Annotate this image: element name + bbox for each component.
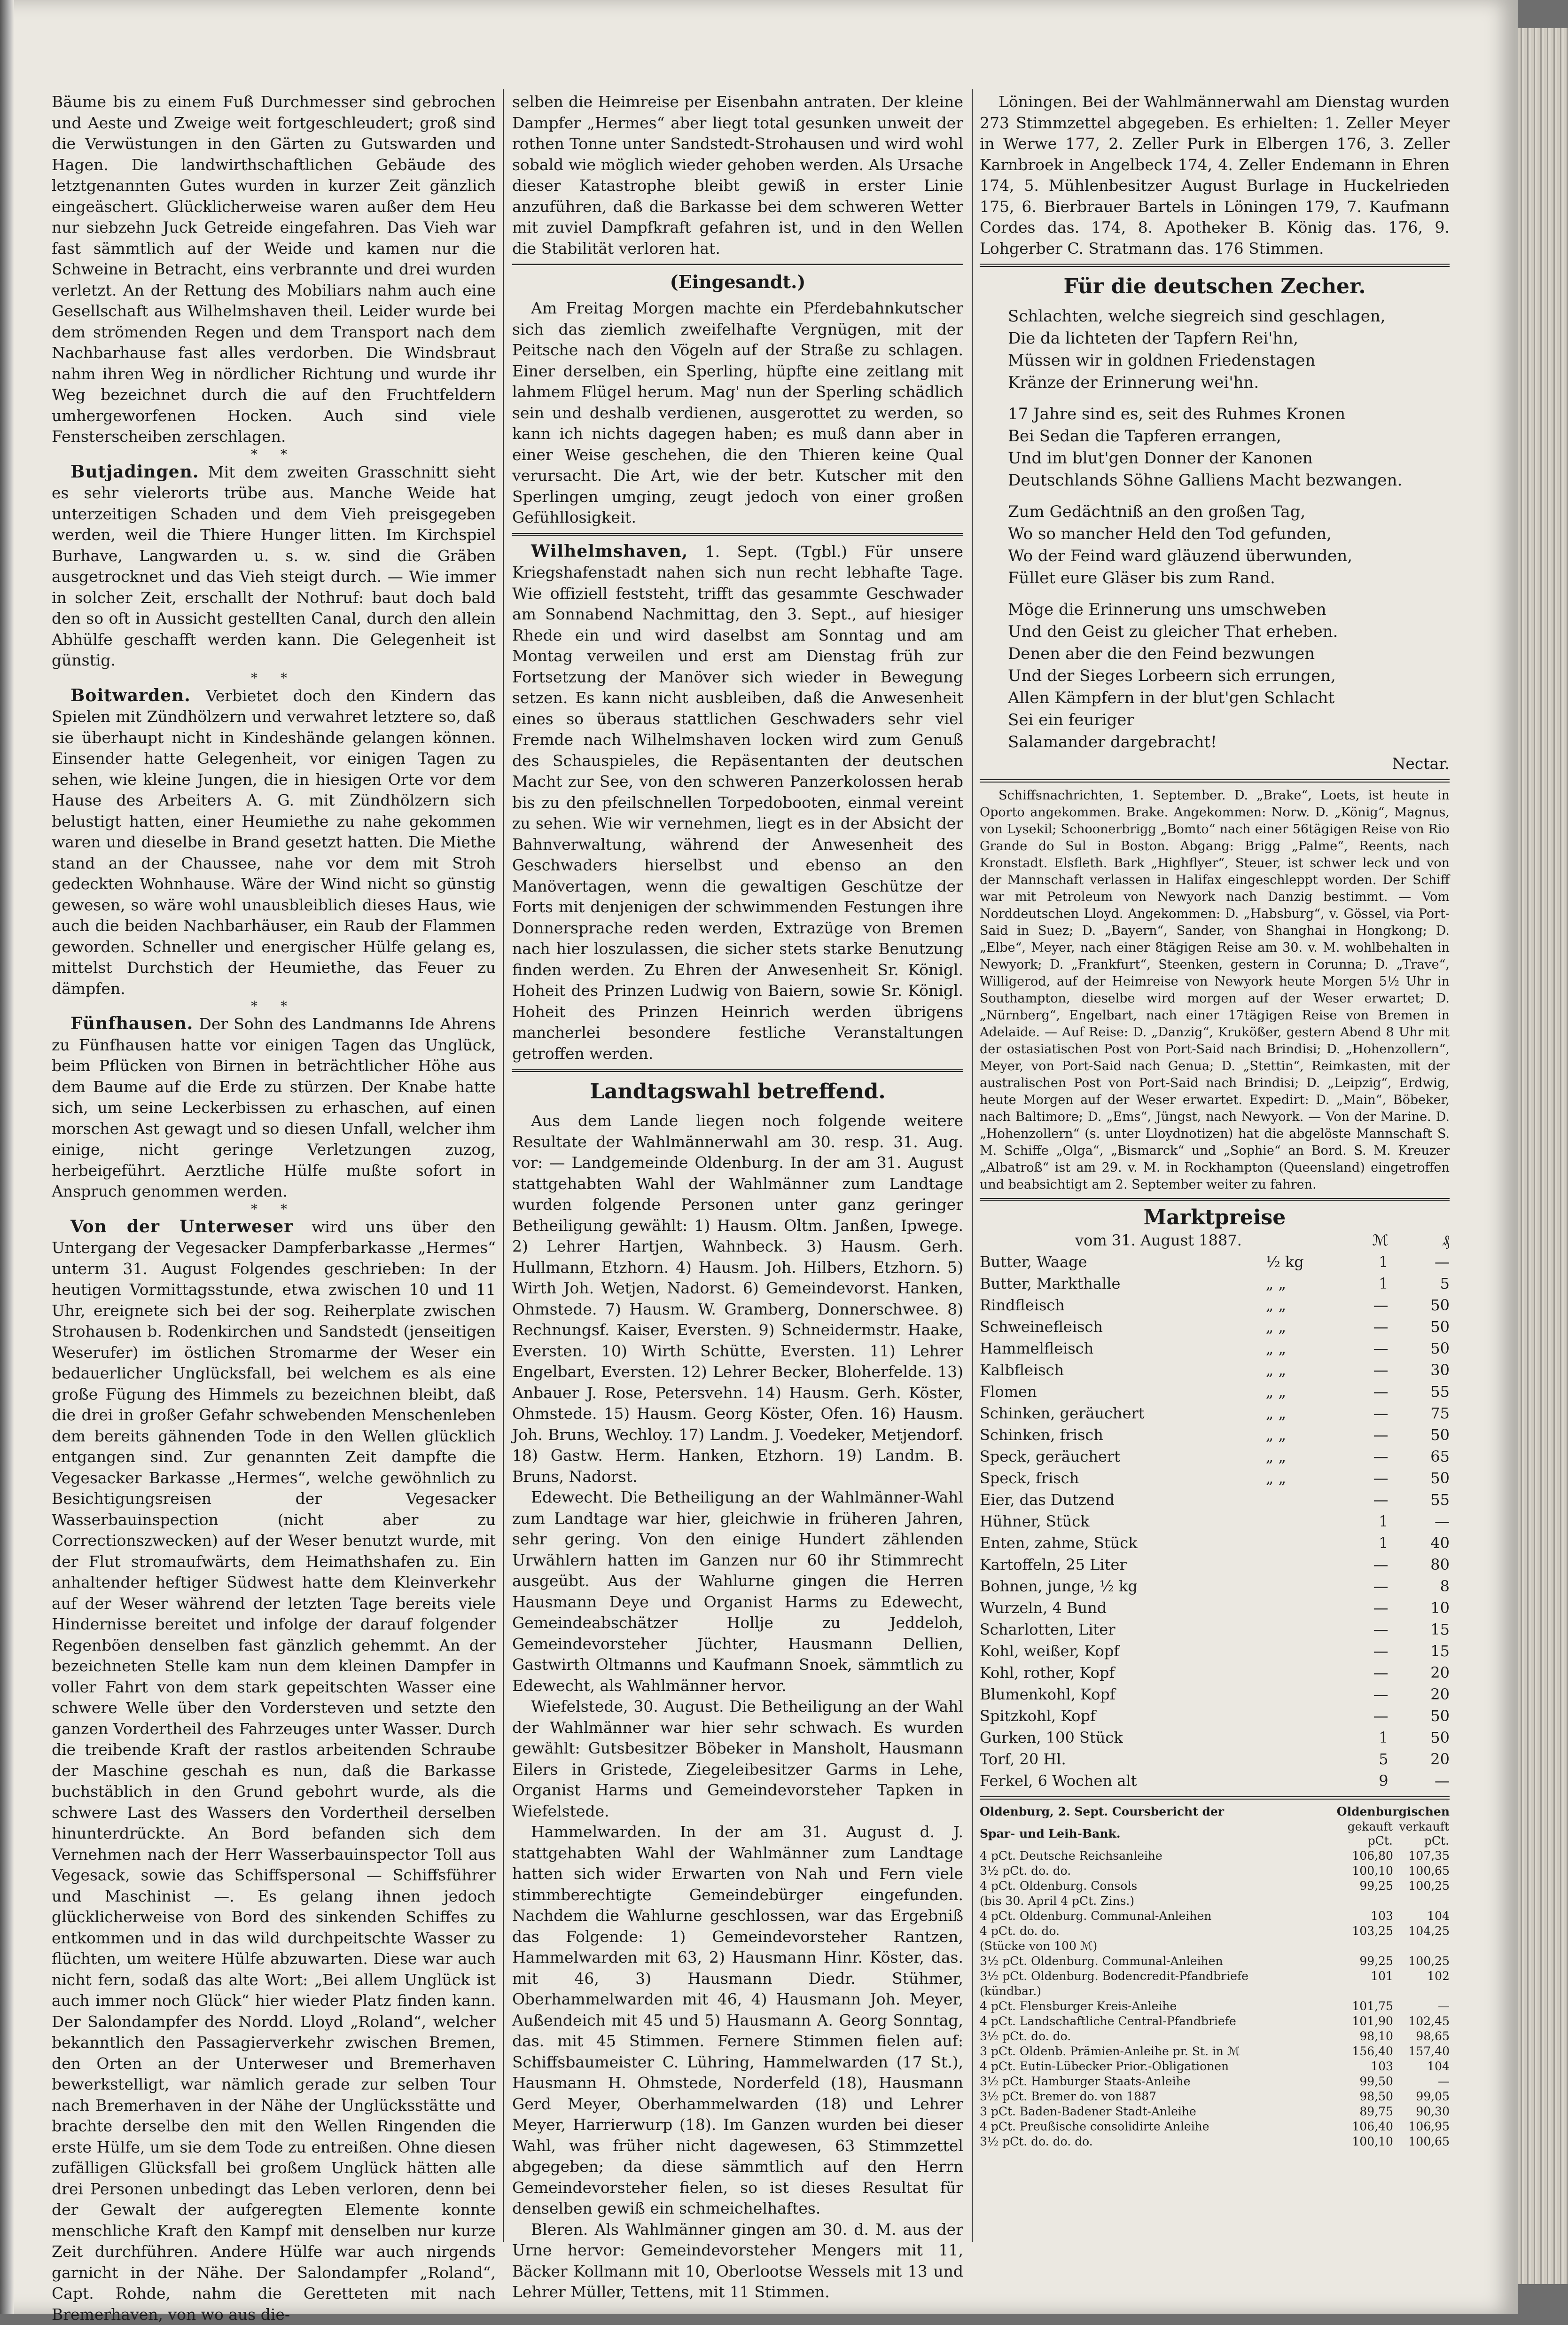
market-p: 50 [1389, 1338, 1450, 1359]
course-a [1337, 1939, 1393, 1954]
market-item: Speck, geräuchert [980, 1446, 1266, 1467]
column-header-pfennig: ₰ [1389, 1229, 1450, 1251]
market-m: — [1337, 1705, 1389, 1727]
market-item: Hühner, Stück [980, 1511, 1266, 1532]
course-row [980, 2059, 1450, 2074]
market-p: 50 [1389, 1467, 1450, 1489]
course-row [980, 1999, 1450, 2014]
poem-line: Und der Sieges Lorbeern sich errungen, [1008, 665, 1450, 687]
course-a: 98,50 [1337, 2089, 1393, 2104]
market-item: Eier, das Dutzend [980, 1489, 1266, 1511]
article-text: Hammelwarden. In der am 31. August d. J. stattgehabten Wahl der Wahlmänner zum Landtage hatten sich wider Erwarten von Nah und Fern viele stimmberechtigte Gemeindebürger eingefunden. Nachdem die Wahlurne geschlossen, war das Ergebniß das Folgende: 1) Gemeindevorsteher Rantzen, Hammelwarden mit 63, 2) Hausmann Hinr. Köster, das. mit 46, 3) Hausmann Diedr. Stühmer, Oberhammelwarden mit 46, 4) Hausmann Joh. Meyer, Außendeich mit 45 und 5) Hausmann A. Georg Sonntag, das. mit 45 Stimmen. Fernere Stimmen fielen auf: Schiffsbaumeister C. Lühring, Hammelwarden (17 St.), Hausmann H. Ohmstede, Norderfeld (18), Hausmann Gerd Meyer, Oberhammelwarden (18) und Lehrer Meyer, Harrierwurp (18). Im Ganzen wurden bei dieser Wahl, was früher nicht dagewesen, 63 Stimmzettel abgegeben; da diese sämmtlich auf den Herrn Gemeindevorsteher fielen, so ist dieses Resultat für denselben gewiß ein schmeichelhaftes. [512, 1822, 963, 2219]
article-text: Edewecht. Die Betheiligung an der Wahlmänner-Wahl zum Landtage war hier, gleichwie in früheren Jahren, sehr gering. Von den einige Hundert zählenden Urwählern hatten im Ganzen nur 60 ihr Stimmrecht ausgeübt. Aus der Wahlurne gingen die Herren Hausmann Deye und Organist Harms zu Edewecht, Gemeindeabschätzer Hollje zu Jeddeloh, Gemeindevorsteher Jüchter, Hausmann Dellien, Gastwirth Oltmanns und Kaufmann Snoek, sämmtlich zu Edewecht, als Wahlmänner hervor. [512, 1487, 963, 1696]
market-p: 50 [1389, 1424, 1450, 1446]
course-row [980, 2029, 1450, 2044]
market-item: Torf, 20 Hl. [980, 1748, 1266, 1770]
course-name: 3 pCt. Baden-Badener Stadt-Anleihe [980, 2104, 1337, 2119]
market-row [980, 1446, 1450, 1467]
market-unit: „ „ [1266, 1402, 1337, 1424]
market-p: 15 [1389, 1640, 1450, 1662]
course-b: 99,05 [1393, 2089, 1450, 2104]
column-left [52, 92, 496, 2235]
course-name: 3½ pCt. Oldenburg. Bodencredit-Pfandbriefe [980, 1969, 1337, 1984]
market-p: 75 [1389, 1402, 1450, 1424]
section-separator: * * [52, 671, 496, 685]
poem-stanza-break [1008, 589, 1450, 599]
market-p: 20 [1389, 1662, 1450, 1683]
market-row [980, 1359, 1450, 1381]
divider [980, 1796, 1450, 1800]
market-row [980, 1294, 1450, 1316]
course-b: 104 [1393, 2059, 1450, 2074]
market-item: Kartoffeln, 25 Liter [980, 1554, 1266, 1575]
marktpreise-heading: Marktpreise [980, 1206, 1450, 1229]
column-header-bought: gekauft pCt. [1337, 1819, 1393, 1848]
article-text: Löningen. Bei der Wahlmännerwahl am Dienstag wurden 273 Stimmzettel abgegeben. Es erhielten: 1. Zeller Meyer in Werwe 177, 2. Zeller Purk in Elbergen 176, 3. Zeller Karnbroek in Angelbeck 174, 4. Zeller Endemann in Ehren 174, 5. Mühlenbesitzer August Burlage in Huckelrieden 175, 6. Bierbrauer Bartels in Löningen 179, 7. Kaufmann Cordes das. 174, 8. Apotheker B. König das. 176, 9. Lohgerber C. Stratmann das. 176 Stimmen. [980, 92, 1450, 259]
market-row [980, 1619, 1450, 1640]
article-text: Verbietet doch den Kindern das Spielen mit Zündhölzern und verwahret letztere so, daß sie überhaupt nicht in Kindeshände gelangen können. Einsender hatte Gelegenheit, vor einigen Tagen zu sehen, wie kleine Jungen, die in hiesigen Orte vor dem Hause des Arbeiters A. G. mit Zündhölzern sich belustigt hatten, einer Heumiethe zu nahe gekommen waren und dieselbe in Brand gesetzt hatten. Die Miethe stand an der Chaussee, nahe vor dem mit Stroh gedeckten Wohnhause. Wäre der Wind nicht so günstig gewesen, so wäre wohl unausbleiblich dieses Haus, wie auch die beiden Nachbarhäuser, ein Raub der Flammen geworden. Schneller und energischer Hülfe gelang es, mittelst Durchstich der Heumiethe, das Feuer zu dämpfen. [52, 687, 496, 998]
course-b: 90,30 [1393, 2104, 1450, 2119]
market-m: — [1337, 1554, 1389, 1575]
article-keyword: Wilhelmshaven, [531, 541, 688, 561]
market-p: — [1389, 1511, 1450, 1532]
course-b [1393, 1894, 1450, 1909]
market-item: Kalbfleisch [980, 1359, 1266, 1381]
market-unit [1266, 1770, 1337, 1792]
course-a: 99,25 [1337, 1879, 1393, 1894]
article-text: Wiefelstede, 30. August. Die Betheiligung an der Wahl der Wahlmänner war hier sehr schwach. Es wurden gewählt: Gutsbesitzer Böbeker in Mansholt, Hausmann Eilers in Gristede, Ziegeleibesitzer Garms in Lehe, Organist Harms und Gemeindevorsteher Tapken in Wiefelstede. [512, 1696, 963, 1822]
market-p: 5 [1389, 1273, 1450, 1294]
course-name: 3½ pCt. Hamburger Staats-Anleihe [980, 2074, 1337, 2089]
market-m: — [1337, 1597, 1389, 1619]
course-a: 106,80 [1337, 1848, 1393, 1863]
course-b: — [1393, 2074, 1450, 2089]
market-p: 55 [1389, 1489, 1450, 1511]
poem-line: 17 Jahre sind es, seit des Ruhmes Kronen [1008, 403, 1450, 425]
market-unit: „ „ [1266, 1381, 1337, 1402]
market-item: Scharlotten, Liter [980, 1619, 1266, 1640]
course-row [980, 1909, 1450, 1924]
course-a: 99,50 [1337, 2074, 1393, 2089]
course-row [980, 2104, 1450, 2119]
course-report-table [980, 1804, 1450, 2149]
market-item: Wurzeln, 4 Bund [980, 1597, 1266, 1619]
market-item: Ferkel, 6 Wochen alt [980, 1770, 1266, 1792]
course-a: 100,10 [1337, 2134, 1393, 2149]
market-row [980, 1575, 1450, 1597]
course-b: 100,65 [1393, 1863, 1450, 1879]
course-a [1337, 1894, 1393, 1909]
market-unit [1266, 1511, 1337, 1532]
market-m: — [1337, 1294, 1389, 1316]
course-row [980, 1848, 1450, 1863]
market-row [980, 1748, 1450, 1770]
divider [512, 533, 963, 536]
schiffsnachrichten: Schiffsnachrichten, 1. September. D. „Brake“, Loets, ist heute in Oporto angekommen. Brake. Angekommen: Norw. D. „König“, Magnus, von Lysekil; Schoonerbrigg „Bomto“ nach einer 56tägigen Reise von Rio Grande do Sul in Boston. Abgang: Brigg „Palme“, Reents, nach Kronstadt. Elsfleth. Bark „Highflyer“, Steuer, ist schwer leck und von der Mannschaft verlassen in Halifax eingeschleppt worden. Der Schiff war mit Petroleum von Newyork nach Danzig bestimmt. — Vom Norddeutschen Lloyd. Angekommen: D. „Habsburg“, v. Gössel, via Port-Said in Suez; D. „Bayern“, Sander, von Shanghai in Hongkong; D. „Elbe“, Meyer, nach einer 8tägigen Reise am 30. v. M. wohlbehalten in Newyork; D. „Frankfurt“, Steenken, gestern in Corunna; D. „Trave“, Willigerod, auf der Heimreise von Newyork heute Morgen 5½ Uhr in Southampton, dieselbe wird morgen auf der Weser erwartet; D. „Nürnberg“, Engelbart, nach einer 17tägigen Reise von Bremen in Adelaide. — Auf Reise: D. „Danzig“, Krukößer, gestern Abend 8 Uhr mit der ostasiatischen Post von Port-Said nach Brindisi; D. „Hohenzollern“, Meyer, von Port-Said nach Genua; D. „Stettin“, Reimkasten, mit der australischen Post von Port-Said nach Brindisi; D. „Leipzig“, Erdwig, heute Morgen auf der Weser erwartet. Expedirt: D. „Main“, Böbeker, nach Baltimore; D. „Ems“, Jüngst, nach Newyork. — Von der Marine. D. „Hohenzollern“ (s. unter Lloydnotizen) hat die abgelöste Mannschaft S. M. Schiffe „Olga“, „Bismarck“ und „Sophie“ an Bord. S. M. Kreuzer „Albatroß“ ist am 29. v. M. in Rockhampton (Queensland) eingetroffen und beabsichtigt am 2. September weiter zu fahren. [980, 787, 1450, 1193]
market-row [980, 1770, 1450, 1792]
article-text: Am Freitag Morgen machte ein Pferdebahnkutscher sich das ziemlich zweifelhafte Vergnügen, mit der Peitsche nach den Vögeln auf der Straße zu schlagen. Einer derselben, ein Sperling, hüpfte eine zeitlang mit lahmem Flügel herum. Mag' nun der Sperling schädlich sein und deshalb verdienen, ausgerottet zu werden, so kann ich nichts dagegen haben; es muß dann aber in einer Weise geschehen, die den Thieren keine Qual verursacht. Die Art, wie der betr. Kutscher mit den Sperlingen umging, zeugt jedoch von einer großen Gefühllosigkeit. [512, 298, 963, 528]
market-unit: „ „ [1266, 1359, 1337, 1381]
article-boitwarden [52, 685, 496, 1000]
poem-stanza-break [1008, 492, 1450, 501]
market-row [980, 1705, 1450, 1727]
poem-line: Füllet eure Gläser bis zum Rand. [1008, 567, 1450, 589]
column-middle [512, 92, 963, 2235]
poem-stanza-break [1008, 394, 1450, 403]
market-p: 15 [1389, 1619, 1450, 1640]
market-unit [1266, 1532, 1337, 1554]
market-m: — [1337, 1619, 1389, 1640]
market-item: Enten, zahme, Stück [980, 1532, 1266, 1554]
course-a: 103 [1337, 1909, 1393, 1924]
article-text: Bäume bis zu einem Fuß Durchmesser sind gebrochen und Aeste und Zweige weit fortgeschleudert; groß sind die Verwüstungen in den Gärten zu Gutswarden und Hagen. Die landwirthschaftlichen Gebäude des letztgenannten Gutes wurden in kurzer Zeit gänzlich eingeäschert. Glücklicherweise waren außer dem Heu nur siebzehn Juck Getreide eingefahren. Das Vieh war fast sämmtlich auf der Weide und kamen nur die Schweine in Betracht, eins verbrannte und drei wurden verletzt. An der Rettung des Mobiliars nahm auch eine Gesellschaft aus Wilhelmshaven theil. Leider wurde bei dem strömenden Regen und dem Transport nach dem Nachbarhause fast alles verdorben. Die Windsbraut nahm ihren Weg in nördlicher Richtung und wurde ihr Weg bezeichnet durch die auf den Fruchtfeldern umhergeworfenen Hocken. Auch sind viele Fensterscheiben zerschlagen. [52, 92, 496, 447]
course-b [1393, 1939, 1450, 1954]
market-row [980, 1597, 1450, 1619]
market-row [980, 1251, 1450, 1273]
market-unit [1266, 1575, 1337, 1597]
course-row [980, 1894, 1450, 1909]
market-m: — [1337, 1446, 1389, 1467]
course-name: 4 pCt. do. do. [980, 1924, 1337, 1939]
course-b: 100,25 [1393, 1879, 1450, 1894]
article-text: Mit dem zweiten Grasschnitt sieht es sehr vielerorts trübe aus. Manche Weide hat unterzeitigen Schaden und dem Vieh preisgegeben werden, weil die Thiere Hunger litten. Im Kirchspiel Burhave, Langwarden u. s. w. sind die Gräben ausgetrocknet und das Vieh steigt durch. — Wie immer in solcher Zeit, erschallt der Nothruf: baut doch bald den so oft in Aussicht gestellten Canal, durch den allein Abhülfe geschafft werden kann. Die Gelegenheit ist günstig. [52, 463, 496, 670]
course-b: 102 [1393, 1969, 1450, 1984]
market-m: 1 [1337, 1273, 1389, 1294]
course-report-title: Coursbericht der [1112, 1805, 1224, 1818]
market-item: Butter, Markthalle [980, 1273, 1266, 1294]
market-row [980, 1338, 1450, 1359]
market-p: — [1389, 1770, 1450, 1792]
course-row [980, 1879, 1450, 1894]
divider [512, 1069, 963, 1072]
market-m: — [1337, 1402, 1389, 1424]
course-name: 3½ pCt. do. do. [980, 2029, 1337, 2044]
course-name: 4 pCt. Deutsche Reichsanleihe [980, 1848, 1337, 1863]
course-a: 156,40 [1337, 2044, 1393, 2059]
market-p: 55 [1389, 1381, 1450, 1402]
course-report-place-date: Oldenburg, 2. Sept. [980, 1805, 1108, 1818]
article-text: wird uns über den Untergang der Vegesacker Dampferbarkasse „Hermes“ unterm 31. August Folgendes geschrieben: In der heutigen Vormittagsstunde, etwa zwischen 10 und 11 Uhr, ereignete sich bei der sog. Reiherplate zwischen Strohausen b. Rodenkirchen und Sandstedt (jenseitigen Weserufer) im östlichen Stromarme der Weser ein bedauerlicher Unglücksfall, bei welchem es als eine große Fügung des Himmels zu bezeichnen bleibt, daß die drei in großer Gefahr schwebenden Menschenleben dem bereits gähnenden Tode in den Wellen glücklich entgangen sind. Zur genannten Zeit dampfte die Vegesacker Barkasse „Hermes“, welche gewöhnlich zu Besichtigungsreisen der Vegesacker Wasserbauinspection (nicht aber zu Correctionszwecken) auf der Weser benutzt wurde, mit der Flut stromaufwärts, dem Heimathshafen zu. Ein anhaltender heftiger Südwest hatte dem Kleinverkehr auf der Weser während der letzten Tage bereits viele Hindernisse bereitet und infolge der darauf folgender Regenböen denselben fast gänzlich gehemmt. An der bezeichneten Stelle kam nun dem kleinen Dampfer in voller Fahrt von dem stark gepeitschten Wasser eine schwere Welle über den Vordersteven und setzte den ganzen Vordertheil des Fahrzeuges unter Wasser. Durch die treibende Kraft der rastlos arbeitenden Schraube der Maschine geschah es nun, daß die Barkasse buchstäblich in den Grund gebohrt wurde, als die schwere Last des Wassers den Vordertheil derselben hinunterdrückte. An Bord befanden sich dem Vernehmen nach der Herr Wasserbauinspector Toll aus Vegesack, sowie das Schiffspersonal — Schiffsführer und Maschinist —. Es gelang ihnen jedoch glücklicherweise von Bord des sinkenden Schiffes zu entkommen und in das wild durchpeitschte Wasser zu flüchten, um weitere Hülfe abzuwarten. Diese war auch nicht fern, sodaß das alte Wort: „Bei allem Unglück ist auch immer noch Glück“ hier wieder Platz finden kann. Der Salondampfer des Nordd. Lloyd „Roland“, welcher bekanntlich den Passagierverkehr zwischen Bremen, den Orten an der Unterweser und Bremerhaven bewerkstelligt, war nämlich gerade zur selben Tour nach Bremerhaven in der Nähe der Unglücksstätte und brachte derselbe den mit den Wellen Ringenden die erste Hülfe, um sie dem Tode zu entreißen. Ohne diesen zufälligen Glücksfall bei großem Unglück hätten alle drei Personen unbedingt das Leben verloren, denn bei der Gewalt der aufgeregten Elemente konnte menschliche Kraft den Kampf mit denselben nur kurze Zeit durchführen. Andere Hülfe war auch nirgends garnicht in der Nähe. Der Salondampfer „Roland“, Capt. Rohde, nahm die Geretteten mit nach Bremerhaven, von wo aus die- [52, 1218, 496, 2324]
course-a [1337, 1984, 1393, 1999]
market-p: 10 [1389, 1597, 1450, 1619]
market-item: Kohl, rother, Kopf [980, 1662, 1266, 1683]
article-text: 1. Sept. (Tgbl.) Für unsere Kriegshafenstadt nahen sich nun recht lebhafte Tage. Wie offiziell feststeht, trifft das gesammte Geschwader am Sonnabend Nachmittag, den 3. Sept., auf hiesiger Rhede ein und wird daselbst am Sonntag und am Montag verweilen und erst am Dienstag früh zur Fortsetzung der Manöver sich wieder in Bewegung setzen. Es kann nicht ausbleiben, daß die Anwesenheit eines so überaus stattlichen Geschwaders sehr viel Fremde nach Wilhelmshaven locken wird zum Genuß des Schauspieles, die Repäsentanten der deutschen Macht zur See, von den schweren Panzerkolossen herab bis zu den pfeilschnellen Torpedobooten, einmal vereint zu sehen. Wie wir vernehmen, liegt es in der Absicht der Bahnverwaltung, während der Anwesenheit des Geschwaders hierselbst und ebenso an den Manövertagen, wenn die gewaltigen Geschütze der Forts mit denjenigen der schwimmenden Festungen ihre Donnersprache reden werden, Extrazüge von Bremen nach hier loszulassen, die sicher stets starke Benutzung finden werden. Zu Ehren der Anwesenheit Sr. Königl. Hoheit des Prinzen Ludwig von Baiern, sowie Sr. Königl. Hoheit des Prinzen Heinrich werden übrigens mancherlei besondere festliche Veranstaltungen getroffen werden. [512, 542, 963, 1063]
market-m: — [1337, 1338, 1389, 1359]
course-a: 106,40 [1337, 2119, 1393, 2134]
poem-heading: Für die deutschen Zecher. [980, 272, 1450, 302]
market-item: Schweinefleisch [980, 1316, 1266, 1338]
market-m: 5 [1337, 1748, 1389, 1770]
course-report-bank-subtitle: Spar- und Leih-Bank. [980, 1819, 1337, 1848]
course-row [980, 1969, 1450, 1984]
poem-line: Wo so mancher Held den Tod gefunden, [1008, 523, 1450, 545]
market-m: — [1337, 1640, 1389, 1662]
market-m: — [1337, 1683, 1389, 1705]
poem-line: Allen Kämpfern in der blut'gen Schlacht [1008, 687, 1450, 709]
market-unit: „ „ [1266, 1338, 1337, 1359]
market-row [980, 1424, 1450, 1446]
market-row [980, 1662, 1450, 1683]
market-item: Speck, frisch [980, 1467, 1266, 1489]
poem-line: Deutschlands Söhne Galliens Macht bezwangen. [1008, 470, 1450, 492]
course-b: 98,65 [1393, 2029, 1450, 2044]
market-unit [1266, 1683, 1337, 1705]
course-row [980, 1924, 1450, 1939]
course-a: 100,10 [1337, 1863, 1393, 1879]
article-fuenfhausen [52, 1013, 496, 1202]
poem-line: Sei ein feuriger [1008, 709, 1450, 731]
course-b: 104 [1393, 1909, 1450, 1924]
course-report-bank-name: Oldenburgischen [1337, 1804, 1450, 1819]
course-a: 89,75 [1337, 2104, 1393, 2119]
course-row [980, 2014, 1450, 2029]
market-item: Schinken, frisch [980, 1424, 1266, 1446]
market-m: — [1337, 1359, 1389, 1381]
market-m: — [1337, 1467, 1389, 1489]
market-row [980, 1532, 1450, 1554]
market-m: — [1337, 1575, 1389, 1597]
market-m: 1 [1337, 1511, 1389, 1532]
course-a: 103 [1337, 2059, 1393, 2074]
market-row [980, 1727, 1450, 1748]
divider [980, 264, 1450, 267]
market-p: 50 [1389, 1316, 1450, 1338]
column-rule [503, 89, 504, 2242]
article-keyword: Boitwarden. [70, 686, 191, 705]
market-p: 50 [1389, 1294, 1450, 1316]
poem-line: Und den Geist zu gleicher That erheben. [1008, 621, 1450, 643]
article-butjadingen [52, 462, 496, 671]
course-b: 157,40 [1393, 2044, 1450, 2059]
course-a: 101,75 [1337, 1999, 1393, 2014]
market-m: 9 [1337, 1770, 1389, 1792]
eingesandt-heading: (Eingesandt.) [512, 270, 963, 294]
section-separator: * * [52, 1202, 496, 1216]
market-unit [1266, 1640, 1337, 1662]
poem-line: Kränze der Erinnerung wei'hn. [1008, 372, 1450, 394]
article-text: Der Sohn des Landmanns Ide Ahrens zu Fünfhausen hatte vor einigen Tagen das Unglück, beim Pflücken von Birnen in beträchtlicher Höhe aus dem Baume auf die Erde zu stürzen. Der Knabe hatte sich, um seine Leckerbissen zu erhaschen, auf einen morschen Ast gewagt und so diesen Unfall, welcher ihm einige, nicht geringe Verletzungen zuzog, herbeigeführt. Aerztliche Hülfe mußte sofort in Anspruch genommen werden. [52, 1015, 496, 1200]
course-b: — [1393, 1999, 1450, 2014]
article-keyword: Von der Unterweser [70, 1217, 293, 1237]
market-row [980, 1316, 1450, 1338]
market-item: Rindfleisch [980, 1294, 1266, 1316]
course-name: 4 pCt. Landschaftliche Central-Pfandbriefe [980, 2014, 1337, 2029]
market-unit [1266, 1705, 1337, 1727]
page-edges [1518, 28, 1568, 2284]
poem-line: Wo der Feind ward gläuzend überwunden, [1008, 545, 1450, 567]
market-price-table [980, 1229, 1450, 1792]
market-unit [1266, 1554, 1337, 1575]
market-item: Butter, Waage [980, 1251, 1266, 1273]
course-name: 4 pCt. Eutin-Lübecker Prior.-Obligationen [980, 2059, 1337, 2074]
market-row [980, 1467, 1450, 1489]
market-p: 50 [1389, 1705, 1450, 1727]
course-name: (bis 30. April 4 pCt. Zins.) [980, 1894, 1337, 1909]
course-name: 3½ pCt. Oldenburg. Communal-Anleihen [980, 1954, 1337, 1969]
market-m: 1 [1337, 1251, 1389, 1273]
course-b: 102,45 [1393, 2014, 1450, 2029]
divider [512, 264, 963, 265]
article-wilhelmshaven [512, 541, 963, 1065]
article-text: Aus dem Lande liegen noch folgende weitere Resultate der Wahlmännerwahl am 30. resp. 31. Aug. vor: — Landgemeinde Oldenburg. In der am 31. August stattgehabten Wahl der Wahlmänner zum Landtage wurden folgende Personen unter ganz geringer Betheiligung gewählt: 1) Hausm. Oltm. Janßen, Ipwege. 2) Lehrer Hartjen, Wahnbeck. 3) Hausm. Gerh. Hullmann, Etzhorn. 4) Hausm. Joh. Hilbers, Etzhorn. 5) Wirth Joh. Wetjen, Nadorst. 6) Gemeindevorst. Hanken, Ohmstede. 7) Hausm. W. Gramberg, Donnerschwee. 8) Rechnungsf. Kaiser, Eversten. 9) Schneidermstr. Haake, Eversten. 10) Wirth Schütte, Eversten. 11) Lehrer Engelbart, Eversten. 12) Lehrer Becker, Bloherfelde. 13) Anbauer J. Rose, Petersvehn. 14) Hausm. Gerh. Köster, Ohmstede. 15) Hausm. Georg Köster, Ofen. 16) Hausm. Joh. Bruns, Wechloy. 17) Landm. J. Voedeker, Metjendorf. 18) Gastw. Herm. Hanken, Etzhorn. 19) Landm. B. Bruns, Nadorst. [512, 1111, 963, 1487]
poem-line: Und im blut'gen Donner der Kanonen [1008, 447, 1450, 470]
book-spine-shadow [0, 0, 14, 2314]
course-name: 4 pCt. Oldenburg. Communal-Anleihen [980, 1909, 1337, 1924]
course-row [980, 1954, 1450, 1969]
article-keyword: Fünfhausen. [70, 1014, 193, 1033]
course-name: 3 pCt. Oldenb. Prämien-Anleihe pr. St. in ℳ [980, 2044, 1337, 2059]
section-separator: * * [52, 999, 496, 1013]
column-rule [972, 89, 973, 2242]
market-unit: „ „ [1266, 1446, 1337, 1467]
course-row [980, 2134, 1450, 2149]
column-right [980, 92, 1450, 2235]
market-item: Blumenkohl, Kopf [980, 1683, 1266, 1705]
market-unit [1266, 1619, 1337, 1640]
market-m: — [1337, 1489, 1389, 1511]
poem-line: Zum Gedächtniß an den großen Tag, [1008, 501, 1450, 523]
market-p: 8 [1389, 1575, 1450, 1597]
article-keyword: Butjadingen. [70, 462, 199, 482]
column-header-sold: verkauft pCt. [1393, 1819, 1450, 1848]
market-unit [1266, 1597, 1337, 1619]
landtagswahl-heading: Landtagswahl betreffend. [512, 1077, 963, 1107]
market-row [980, 1273, 1450, 1294]
course-name: 4 pCt. Flensburger Kreis-Anleihe [980, 1999, 1337, 2014]
course-row [980, 1984, 1450, 1999]
market-m: 1 [1337, 1727, 1389, 1748]
column-header-mark: ℳ [1337, 1229, 1389, 1251]
market-row [980, 1402, 1450, 1424]
market-row [980, 1683, 1450, 1705]
poem [980, 305, 1450, 753]
course-name: (Stücke von 100 ℳ) [980, 1939, 1337, 1954]
poem-line: Die da lichteten der Tapfern Rei'hn, [1008, 328, 1450, 350]
market-item: Gurken, 100 Stück [980, 1727, 1266, 1748]
course-row [980, 1939, 1450, 1954]
market-item: Flomen [980, 1381, 1266, 1402]
market-unit: „ „ [1266, 1467, 1337, 1489]
market-row [980, 1381, 1450, 1402]
poem-line: Salamander dargebracht! [1008, 731, 1450, 753]
market-unit [1266, 1489, 1337, 1511]
market-date: vom 31. August 1887. [980, 1229, 1337, 1251]
market-unit: „ „ [1266, 1294, 1337, 1316]
market-row [980, 1640, 1450, 1662]
course-row [980, 2089, 1450, 2104]
market-row [980, 1489, 1450, 1511]
market-unit: „ „ [1266, 1424, 1337, 1446]
course-row [980, 2044, 1450, 2059]
course-a: 101,90 [1337, 2014, 1393, 2029]
poem-line: Möge die Erinnerung uns umschweben [1008, 599, 1450, 621]
market-row [980, 1511, 1450, 1532]
course-b: 106,95 [1393, 2119, 1450, 2134]
market-item: Bohnen, junge, ½ kg [980, 1575, 1266, 1597]
article-text: selben die Heimreise per Eisenbahn antraten. Der kleine Dampfer „Hermes“ aber liegt total gesunken unweit der rothen Tonne unter Sandstedt-Strohausen und wird wohl sobald wie möglich wieder gehoben werden. Als Ursache dieser Katastrophe bleibt gewiß in erster Linie anzuführen, daß die Barkasse bei dem schweren Wetter mit zuviel Dampfkraft gefahren ist, und in den Wellen die Stabilität verloren hat. [512, 92, 963, 259]
course-name: 4 pCt. Preußische consolidirte Anleihe [980, 2119, 1337, 2134]
course-b: 100,25 [1393, 1954, 1450, 1969]
market-p: 20 [1389, 1683, 1450, 1705]
market-item: Spitzkohl, Kopf [980, 1705, 1266, 1727]
course-row [980, 2119, 1450, 2134]
course-b: 107,35 [1393, 1848, 1450, 1863]
market-p: 65 [1389, 1446, 1450, 1467]
market-item: Hammelfleisch [980, 1338, 1266, 1359]
market-p: 40 [1389, 1532, 1450, 1554]
market-unit [1266, 1662, 1337, 1683]
market-item: Schinken, geräuchert [980, 1402, 1266, 1424]
course-name: (kündbar.) [980, 1984, 1337, 1999]
course-a: 98,10 [1337, 2029, 1393, 2044]
poem-line: Denen aber die den Feind bezwungen [1008, 643, 1450, 665]
market-unit [1266, 1748, 1337, 1770]
course-b [1393, 1984, 1450, 1999]
course-row [980, 1863, 1450, 1879]
market-item: Kohl, weißer, Kopf [980, 1640, 1266, 1662]
course-a: 99,25 [1337, 1954, 1393, 1969]
market-m: 1 [1337, 1532, 1389, 1554]
market-m: — [1337, 1424, 1389, 1446]
article-unterweser [52, 1216, 496, 2325]
market-unit [1266, 1727, 1337, 1748]
poem-line: Schlachten, welche siegreich sind geschlagen, [1008, 305, 1450, 328]
article-text: Bleren. Als Wahlmänner gingen am 30. d. M. aus der Urne hervor: Gemeindevorsteher Mengers mit 11, Bäcker Kollmann mit 10, Oberlootse Wessels mit 13 und Lehrer Müller, Tettens, mit 11 Stimmen. [512, 2219, 963, 2303]
market-unit: ½ kg [1266, 1251, 1337, 1273]
poem-line: Bei Sedan die Tapferen errangen, [1008, 425, 1450, 447]
course-a: 103,25 [1337, 1924, 1393, 1939]
market-unit: „ „ [1266, 1316, 1337, 1338]
course-name: 3½ pCt. do. do. [980, 1863, 1337, 1879]
market-m: — [1337, 1316, 1389, 1338]
market-row [980, 1554, 1450, 1575]
market-m: — [1337, 1381, 1389, 1402]
course-name: 3½ pCt. do. do. do. [980, 2134, 1337, 2149]
course-b: 104,25 [1393, 1924, 1450, 1939]
divider [980, 1198, 1450, 1201]
course-name: 4 pCt. Oldenburg. Consols [980, 1879, 1337, 1894]
market-p: 20 [1389, 1748, 1450, 1770]
poem-signature: Nectar. [980, 753, 1450, 775]
divider [980, 779, 1450, 783]
market-m: — [1337, 1662, 1389, 1683]
market-p: 30 [1389, 1359, 1450, 1381]
market-p: 80 [1389, 1554, 1450, 1575]
section-separator: * * [52, 447, 496, 462]
market-p: — [1389, 1251, 1450, 1273]
course-row [980, 2074, 1450, 2089]
poem-line: Müssen wir in goldnen Friedenstagen [1008, 350, 1450, 372]
market-unit: „ „ [1266, 1273, 1337, 1294]
course-name: 3½ pCt. Bremer do. von 1887 [980, 2089, 1337, 2104]
course-b: 100,65 [1393, 2134, 1450, 2149]
market-p: 50 [1389, 1727, 1450, 1748]
course-a: 101 [1337, 1969, 1393, 1984]
